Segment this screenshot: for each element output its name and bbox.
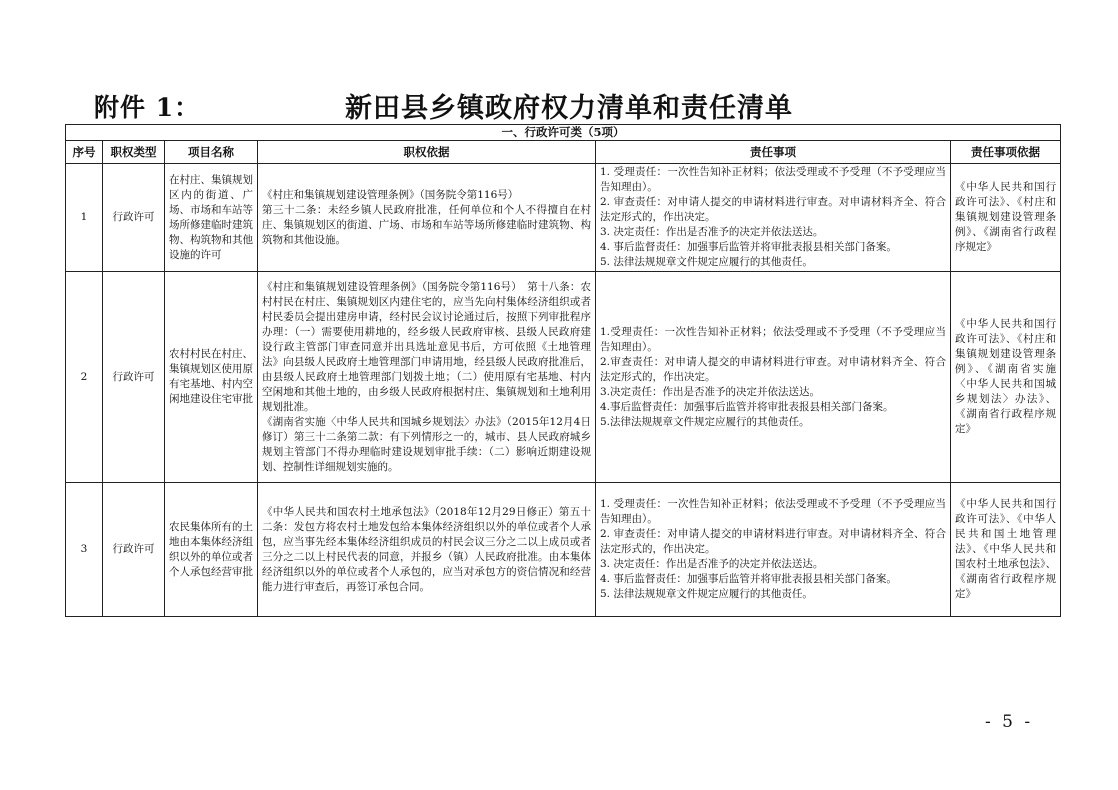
power-type: 行政许可 [103,272,165,483]
item-name: 农民集体所有的土地由本集体经济组织以外的单位或者个人承包经营审批 [165,483,258,617]
item-name: 在村庄、集镇规划区内的街道、广场、市场和车站等场所修建临时建筑物、构筑物和其他设施的许可 [165,164,258,272]
duty-basis: 《中华人民共和国行政许可法》、《村庄和集镇规划建设管理条例》、《湖南省实施〈中华人民共和国城乡规划法〉办法》、《湖南省行政程序规定》 [951,272,1061,483]
category-row [66,125,1061,141]
item-name: 农村村民在村庄、集镇规划区使用原有宅基地、村内空闲地建设住宅审批 [165,272,258,483]
legal-basis: 《中华人民共和国农村土地承包法》（2018年12月29日修正）第五十二条：发包方将农村土地发包给本集体经济组织以外的单位或者个人承包，应当事先经本集体经济组织成员的村民会议三分之二以上成员或者三分之二以上村民代表的同意，并报乡（镇）人民政府批准。由本集体经济组织以外的单位或者个人承包的，应当对承包方的资信情况和经营能力进行审查后，再签订承包合同。 [258,483,596,617]
duty-basis: 《中华人民共和国行政许可法》、《村庄和集镇规划建设管理条例》、《湖南省行政程序规定》 [951,164,1061,272]
page-number: - 5 - [985,712,1034,732]
column-header-duty-basis: 责任事项依据 [951,141,1061,164]
category-header: 一、行政许可类（5项） [66,125,1061,141]
power-list-table [65,124,1061,617]
column-header-type: 职权类型 [103,141,165,164]
table-row [66,164,1061,272]
column-header-row [66,141,1061,164]
column-header-name: 项目名称 [165,141,258,164]
legal-basis: 《村庄和集镇规划建设管理条例》（国务院令第116号） 第十八条：农村村民在村庄、集镇规划区内建住宅的，应当先向村集体经济组织或者村民委员会提出建房申请，经村民会议讨论通过后，按照下列审批程序办理：（一）需要使用耕地的，经乡级人民政府审核、县级人民政府建设行政主管部门审查同意并出具选址意见书后，方可依照《土地管理法》向县级人民政府土地管理部门申请用地，经县级人民政府批准后，由县级人民政府土地管理部门划拨土地；（二）使用原有宅基地、村内空闲地和其他土地的，由乡级人民政府根据村庄、集镇规划和土地利用规划批准。 《湖南省实施〈中华人民共和国城乡规划法〉办法》（2015年12月4日修订）第三十二条第二款：有下列情形之一的，城市、县人民政府城乡规划主管部门不得办理临时建设规划审批手续：（二）影响近期建设规划、控制性详细规划实施的。 [258,272,596,483]
row-number: 1 [66,164,103,272]
page-title: 新田县乡镇政府权力清单和责任清单 [345,93,793,124]
row-number: 3 [66,483,103,617]
duty-items: 1.受理责任：一次性告知补正材料；依法受理或不予受理（不予受理应当告知理由）。 2.审查责任：对申请人提交的申请材料进行审查。对申请材料齐全、符合法定形式的，作出决定。 3.决定责任：作出是否准予的决定并依法送达。 4.事后监督责任：加强事后监管并将审批表报县相关部门备案。 5.法律法规规章文件规定应履行的其他责任。 [596,272,951,483]
power-type: 行政许可 [103,164,165,272]
duty-basis: 《中华人民共和国行政许可法》、《中华人民共和国土地管理法》、《中华人民共和国农村土地承包法》、《湖南省行政程序规定》 [951,483,1061,617]
table-row [66,272,1061,483]
column-header-basis: 职权依据 [258,141,596,164]
duty-items: 1. 受理责任：一次性告知补正材料；依法受理或不予受理（不予受理应当告知理由）。 2. 审查责任：对申请人提交的申请材料进行审查。对申请材料齐全、符合法定形式的，作出决定。 3. 决定责任：作出是否准予的决定并依法送达。 4. 事后监督责任：加强事后监管并将审批表报县相关部门备案。 5. 法律法规规章文件规定应履行的其他责任。 [596,164,951,272]
column-header-no: 序号 [66,141,103,164]
table-row [66,483,1061,617]
duty-items: 1. 受理责任：一次性告知补正材料；依法受理或不予受理（不予受理应当告知理由）。 2. 审查责任：对申请人提交的申请材料进行审查。对申请材料齐全、符合法定形式的，作出决定。 3. 决定责任：作出是否准予的决定并依法送达。 4. 事后监督责任：加强事后监管并将审批表报县相关部门备案。 5. 法律法规规章文件规定应履行的其他责任。 [596,483,951,617]
attachment-label: 附件 1： [94,93,201,122]
power-type: 行政许可 [103,483,165,617]
row-number: 2 [66,272,103,483]
legal-basis: 《村庄和集镇规划建设管理条例》（国务院令第116号） 第三十二条：未经乡镇人民政府批准，任何单位和个人不得擅自在村庄、集镇规划区的街道、广场、市场和车站等场所修建临时建筑物、构筑物和其他设施。 [258,164,596,272]
column-header-duty: 责任事项 [596,141,951,164]
